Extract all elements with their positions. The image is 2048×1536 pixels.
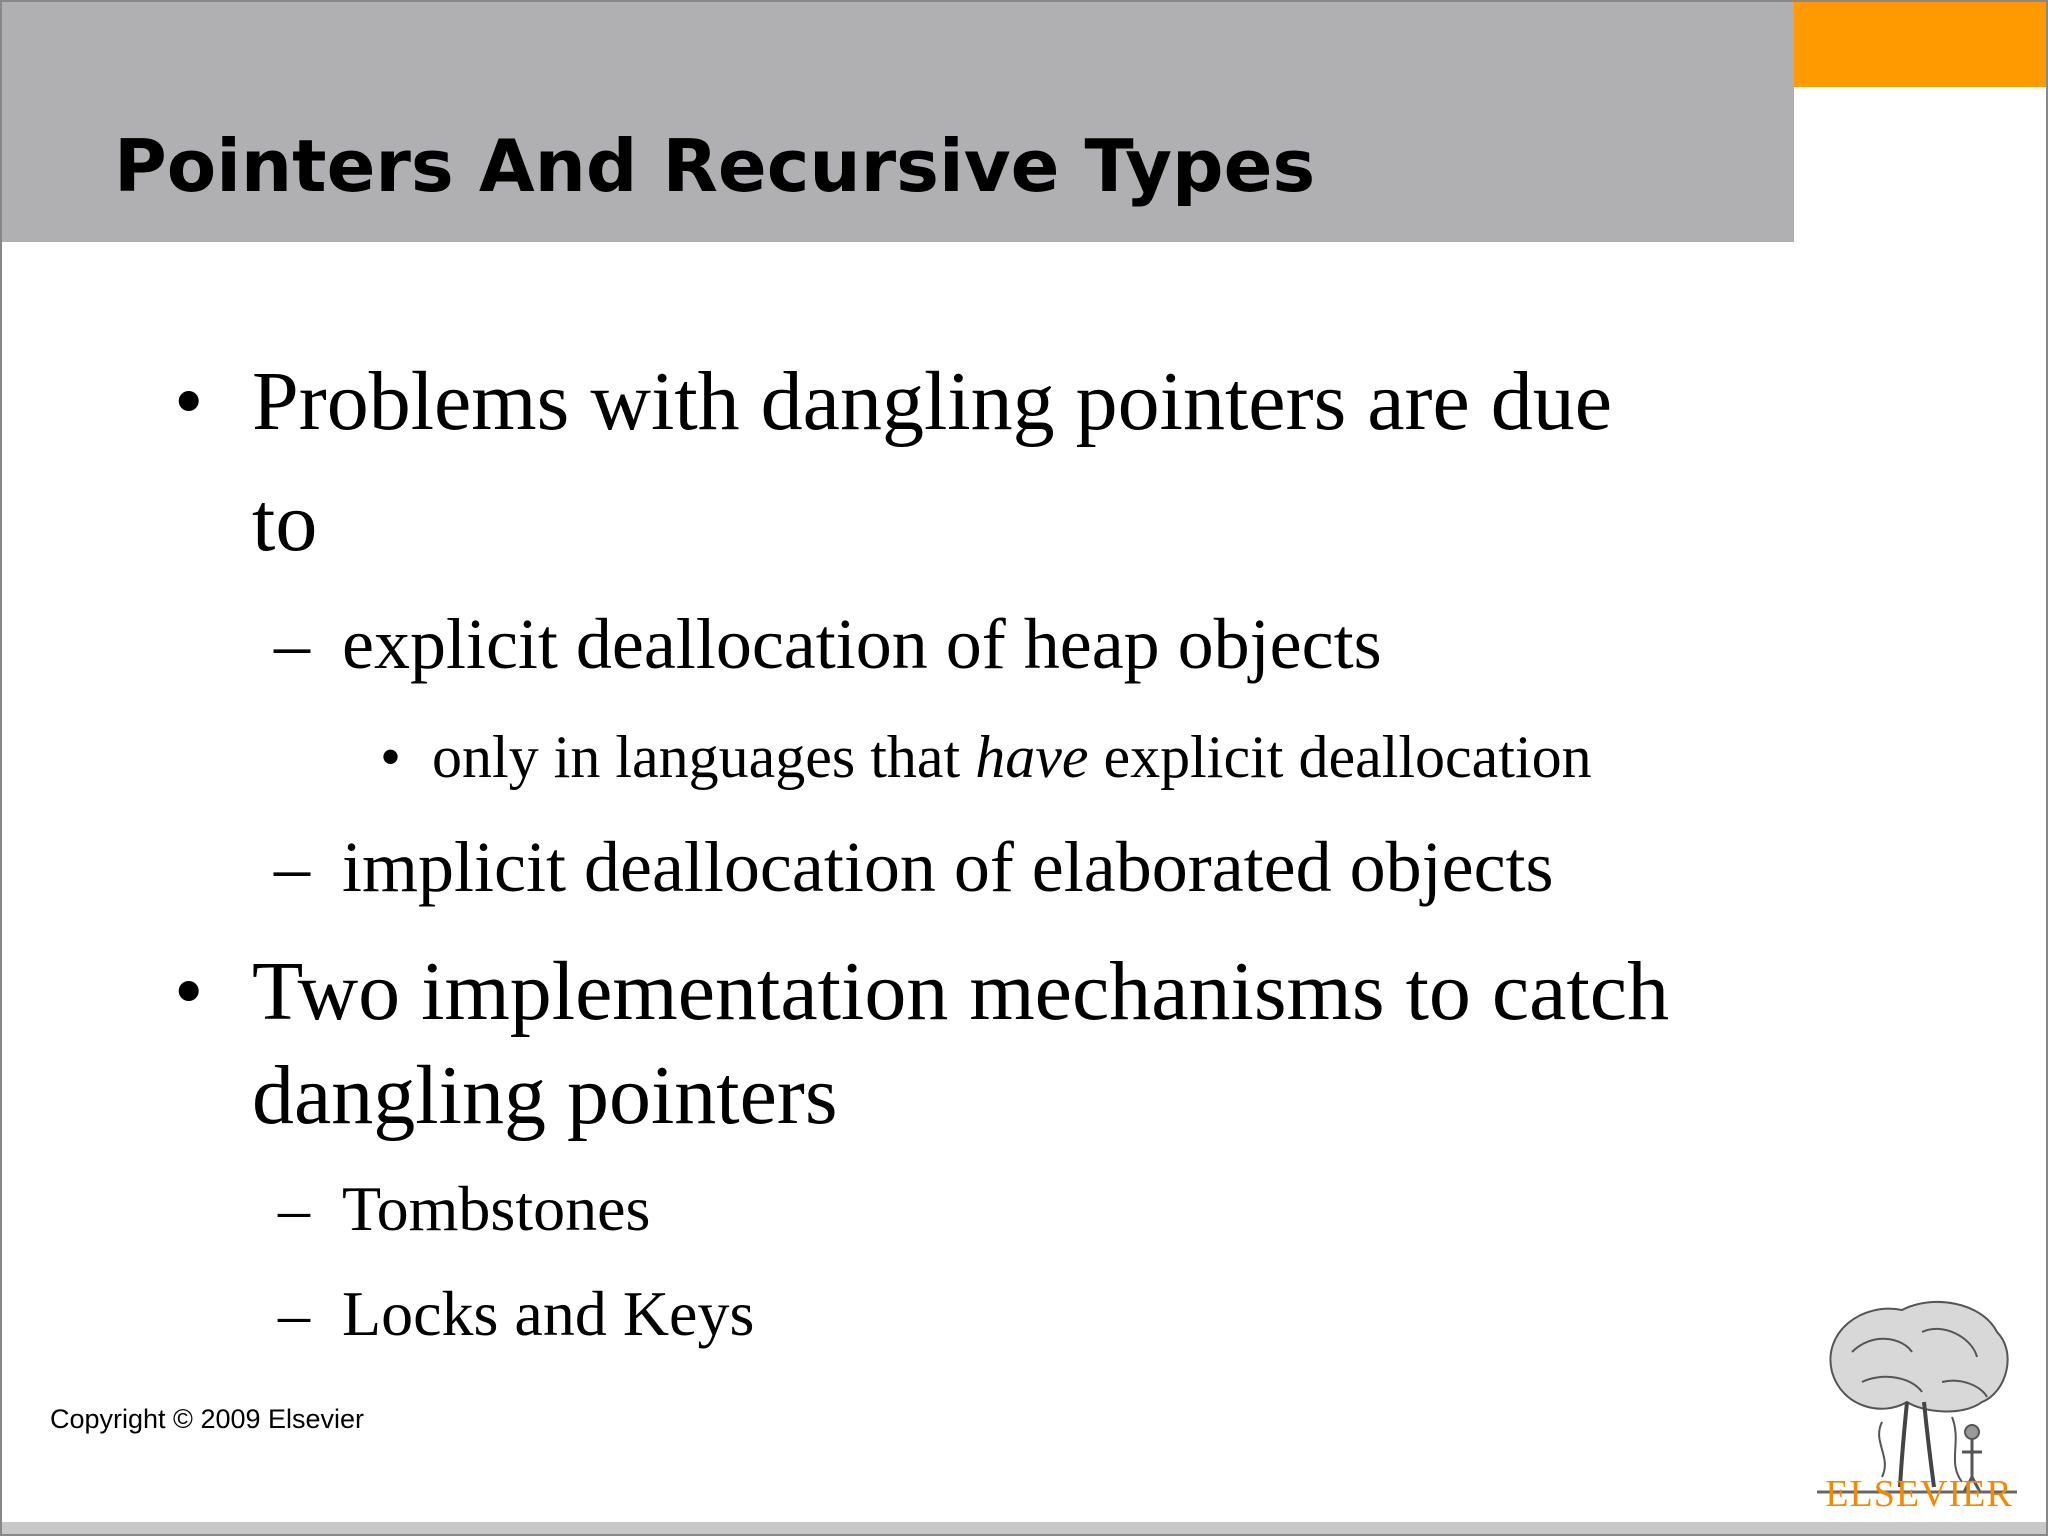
sub-item: implicit deallocation of elaborated objects — [342, 827, 1554, 907]
sub-sub-item-text: only in languages that — [432, 724, 976, 790]
sub-item: Locks and Keys — [342, 1278, 755, 1349]
bullet-item: Problems with dangling pointers are due — [252, 355, 1613, 448]
bullet-marker: • — [174, 355, 204, 448]
bottom-rule — [2, 1522, 2048, 1536]
slide-title: Pointers And Recursive Types — [114, 124, 1316, 208]
bullet-item-continuation: dangling pointers — [252, 1049, 838, 1142]
sub-item: explicit deallocation of heap objects — [342, 604, 1382, 684]
bullet-marker: • — [380, 724, 402, 790]
accent-block — [1794, 2, 2048, 87]
sub-item: Tombstones — [342, 1173, 651, 1244]
bullet-marker: • — [174, 945, 204, 1038]
sub-sub-item — [432, 717, 1592, 797]
dash-marker: – — [278, 1278, 310, 1349]
elsevier-logo-text: ELSEVIER — [1825, 1473, 2013, 1515]
bullet-item: Two implementation mechanisms to catch — [252, 945, 1670, 1038]
copyright-footer: Copyright © 2009 Elsevier — [50, 1404, 365, 1434]
dash-marker: – — [274, 604, 310, 684]
dash-marker: – — [278, 1173, 310, 1244]
bullet-item-continuation: to — [252, 476, 318, 569]
slide-content — [2, 2, 1794, 1402]
dash-marker: – — [274, 827, 310, 907]
sub-sub-item-text: explicit deallocation — [1088, 724, 1592, 790]
sub-sub-item-emphasis: have — [975, 724, 1089, 790]
